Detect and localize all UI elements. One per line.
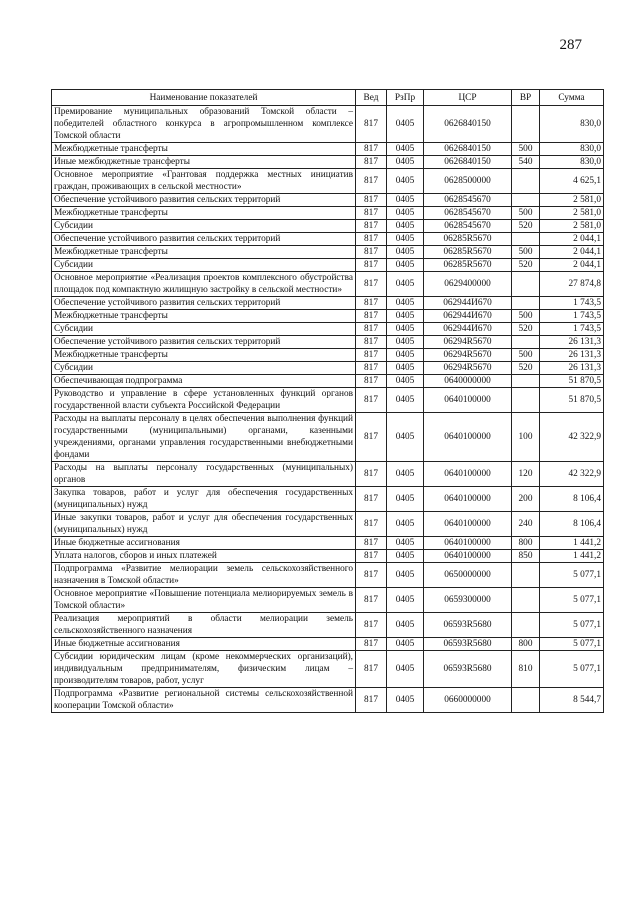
- cell-rzpr: 0405: [387, 462, 424, 487]
- cell-ved: 817: [356, 194, 387, 207]
- header-vr: ВР: [512, 90, 540, 106]
- cell-rzpr: 0405: [387, 651, 424, 688]
- cell-sum: 5 077,1: [540, 613, 604, 638]
- cell-csr: 062944И670: [424, 323, 512, 336]
- cell-rzpr: 0405: [387, 310, 424, 323]
- cell-sum: 2 044,1: [540, 259, 604, 272]
- cell-sum: 1 441,2: [540, 550, 604, 563]
- cell-name: Основное мероприятие «Повышение потенциала мелиорируемых земель в Томской области»: [52, 588, 356, 613]
- cell-name: Межбюджетные трансферты: [52, 246, 356, 259]
- cell-vr: 800: [512, 537, 540, 550]
- cell-vr: 200: [512, 487, 540, 512]
- cell-name: Расходы на выплаты персоналу государственных (муниципальных) органов: [52, 462, 356, 487]
- cell-vr: [512, 169, 540, 194]
- table-row: [52, 349, 604, 362]
- cell-sum: 8 106,4: [540, 487, 604, 512]
- page-number: 287: [559, 37, 582, 53]
- cell-name: Обеспечение устойчивого развития сельских территорий: [52, 233, 356, 246]
- cell-sum: 4 625,1: [540, 169, 604, 194]
- cell-csr: 06294R5670: [424, 349, 512, 362]
- cell-vr: 850: [512, 550, 540, 563]
- cell-sum: 5 077,1: [540, 638, 604, 651]
- cell-name: Обеспечение устойчивого развития сельских территорий: [52, 336, 356, 349]
- cell-sum: 830,0: [540, 156, 604, 169]
- cell-ved: 817: [356, 512, 387, 537]
- cell-name: Субсидии: [52, 259, 356, 272]
- cell-rzpr: 0405: [387, 220, 424, 233]
- table-row: [52, 272, 604, 297]
- cell-vr: 120: [512, 462, 540, 487]
- cell-rzpr: 0405: [387, 537, 424, 550]
- cell-vr: 520: [512, 323, 540, 336]
- cell-sum: 830,0: [540, 143, 604, 156]
- cell-name: Основное мероприятие «Реализация проектов комплексного обустройства площадок под компактную жилищную застройку в сельской местности»: [52, 272, 356, 297]
- cell-ved: 817: [356, 375, 387, 388]
- cell-ved: 817: [356, 413, 387, 462]
- cell-sum: 2 044,1: [540, 233, 604, 246]
- cell-ved: 817: [356, 106, 387, 143]
- cell-csr: 0640100000: [424, 487, 512, 512]
- cell-rzpr: 0405: [387, 194, 424, 207]
- cell-rzpr: 0405: [387, 588, 424, 613]
- cell-ved: 817: [356, 233, 387, 246]
- cell-ved: 817: [356, 169, 387, 194]
- cell-rzpr: 0405: [387, 613, 424, 638]
- cell-csr: 062944И670: [424, 310, 512, 323]
- cell-csr: 0640100000: [424, 512, 512, 537]
- cell-rzpr: 0405: [387, 388, 424, 413]
- cell-ved: 817: [356, 323, 387, 336]
- header-ved: Вед: [356, 90, 387, 106]
- cell-ved: 817: [356, 537, 387, 550]
- cell-vr: [512, 375, 540, 388]
- cell-rzpr: 0405: [387, 297, 424, 310]
- table-row: [52, 194, 604, 207]
- cell-sum: 8 544,7: [540, 688, 604, 713]
- cell-vr: 500: [512, 143, 540, 156]
- cell-sum: 27 874,8: [540, 272, 604, 297]
- cell-rzpr: 0405: [387, 362, 424, 375]
- cell-vr: 100: [512, 413, 540, 462]
- cell-csr: 06593R5680: [424, 651, 512, 688]
- table-body: [52, 106, 604, 713]
- cell-csr: 0626840150: [424, 156, 512, 169]
- cell-sum: 8 106,4: [540, 512, 604, 537]
- cell-name: Обеспечивающая подпрограмма: [52, 375, 356, 388]
- cell-ved: 817: [356, 462, 387, 487]
- cell-name: Подпрограмма «Развитие мелиорации земель сельскохозяйственного назначения в Томской области»: [52, 563, 356, 588]
- cell-csr: 0640100000: [424, 413, 512, 462]
- cell-name: Иные бюджетные ассигнования: [52, 537, 356, 550]
- cell-sum: 1 743,5: [540, 310, 604, 323]
- cell-rzpr: 0405: [387, 638, 424, 651]
- cell-ved: 817: [356, 638, 387, 651]
- table-row: [52, 375, 604, 388]
- table-row: [52, 207, 604, 220]
- cell-sum: 5 077,1: [540, 651, 604, 688]
- cell-rzpr: 0405: [387, 563, 424, 588]
- cell-ved: 817: [356, 272, 387, 297]
- cell-ved: 817: [356, 156, 387, 169]
- cell-sum: 5 077,1: [540, 588, 604, 613]
- cell-ved: 817: [356, 688, 387, 713]
- cell-ved: 817: [356, 651, 387, 688]
- cell-sum: 830,0: [540, 106, 604, 143]
- cell-vr: 500: [512, 246, 540, 259]
- cell-vr: 520: [512, 259, 540, 272]
- cell-ved: 817: [356, 259, 387, 272]
- cell-sum: 51 870,5: [540, 375, 604, 388]
- cell-sum: 2 581,0: [540, 207, 604, 220]
- table-row: [52, 388, 604, 413]
- cell-csr: 06593R5680: [424, 638, 512, 651]
- table-row: [52, 362, 604, 375]
- table-row: [52, 169, 604, 194]
- cell-ved: 817: [356, 550, 387, 563]
- cell-csr: 0626840150: [424, 106, 512, 143]
- cell-vr: [512, 688, 540, 713]
- cell-rzpr: 0405: [387, 169, 424, 194]
- cell-csr: 0628500000: [424, 169, 512, 194]
- cell-vr: 500: [512, 349, 540, 362]
- table-row: [52, 651, 604, 688]
- cell-name: Субсидии: [52, 362, 356, 375]
- cell-name: Межбюджетные трансферты: [52, 310, 356, 323]
- table-row: [52, 537, 604, 550]
- cell-rzpr: 0405: [387, 487, 424, 512]
- cell-csr: 0650000000: [424, 563, 512, 588]
- cell-sum: 1 743,5: [540, 323, 604, 336]
- cell-name: Субсидии: [52, 220, 356, 233]
- cell-rzpr: 0405: [387, 272, 424, 297]
- cell-vr: [512, 272, 540, 297]
- cell-sum: 26 131,3: [540, 349, 604, 362]
- cell-rzpr: 0405: [387, 336, 424, 349]
- cell-sum: 2 581,0: [540, 220, 604, 233]
- cell-vr: [512, 563, 540, 588]
- cell-ved: 817: [356, 220, 387, 233]
- cell-csr: 06285R5670: [424, 246, 512, 259]
- header-name: Наименование показателей: [52, 90, 356, 106]
- header-rzpr: РзПр: [387, 90, 424, 106]
- cell-vr: 540: [512, 156, 540, 169]
- table-row: [52, 413, 604, 462]
- cell-vr: [512, 194, 540, 207]
- cell-vr: 520: [512, 220, 540, 233]
- cell-csr: 0628545670: [424, 194, 512, 207]
- table-row: [52, 550, 604, 563]
- budget-table: [51, 89, 604, 713]
- cell-rzpr: 0405: [387, 233, 424, 246]
- cell-sum: 26 131,3: [540, 336, 604, 349]
- header-sum: Сумма: [540, 90, 604, 106]
- cell-ved: 817: [356, 487, 387, 512]
- cell-rzpr: 0405: [387, 413, 424, 462]
- cell-csr: 0640100000: [424, 550, 512, 563]
- cell-sum: 2 581,0: [540, 194, 604, 207]
- table-row: [52, 233, 604, 246]
- table-row: [52, 220, 604, 233]
- cell-csr: 06593R5680: [424, 613, 512, 638]
- cell-csr: 0640100000: [424, 462, 512, 487]
- table-row: [52, 156, 604, 169]
- cell-vr: [512, 336, 540, 349]
- cell-name: Закупка товаров, работ и услуг для обеспечения государственных (муниципальных) нужд: [52, 487, 356, 512]
- table-row: [52, 246, 604, 259]
- cell-name: Основное мероприятие «Грантовая поддержка местных инициатив граждан, проживающих в сельской местности»: [52, 169, 356, 194]
- cell-ved: 817: [356, 207, 387, 220]
- cell-csr: 0640100000: [424, 537, 512, 550]
- cell-ved: 817: [356, 613, 387, 638]
- table-row: [52, 323, 604, 336]
- table-row: [52, 613, 604, 638]
- table-row: [52, 487, 604, 512]
- cell-name: Уплата налогов, сборов и иных платежей: [52, 550, 356, 563]
- cell-rzpr: 0405: [387, 246, 424, 259]
- cell-rzpr: 0405: [387, 207, 424, 220]
- table-row: [52, 143, 604, 156]
- cell-csr: 06285R5670: [424, 233, 512, 246]
- table-row: [52, 512, 604, 537]
- cell-sum: 2 044,1: [540, 246, 604, 259]
- cell-vr: [512, 297, 540, 310]
- cell-csr: 0660000000: [424, 688, 512, 713]
- cell-vr: [512, 613, 540, 638]
- cell-rzpr: 0405: [387, 156, 424, 169]
- table-row: [52, 297, 604, 310]
- cell-rzpr: 0405: [387, 512, 424, 537]
- header-csr: ЦСР: [424, 90, 512, 106]
- cell-csr: 0628545670: [424, 220, 512, 233]
- cell-csr: 062944И670: [424, 297, 512, 310]
- cell-name: Межбюджетные трансферты: [52, 349, 356, 362]
- cell-name: Межбюджетные трансферты: [52, 143, 356, 156]
- cell-csr: 06285R5670: [424, 259, 512, 272]
- cell-vr: 800: [512, 638, 540, 651]
- table-row: [52, 310, 604, 323]
- cell-ved: 817: [356, 143, 387, 156]
- cell-name: Иные бюджетные ассигнования: [52, 638, 356, 651]
- cell-vr: 500: [512, 310, 540, 323]
- cell-ved: 817: [356, 588, 387, 613]
- cell-ved: 817: [356, 336, 387, 349]
- cell-ved: 817: [356, 310, 387, 323]
- cell-sum: 26 131,3: [540, 362, 604, 375]
- cell-ved: 817: [356, 349, 387, 362]
- cell-vr: 520: [512, 362, 540, 375]
- cell-csr: 0640000000: [424, 375, 512, 388]
- cell-ved: 817: [356, 388, 387, 413]
- cell-rzpr: 0405: [387, 323, 424, 336]
- cell-rzpr: 0405: [387, 349, 424, 362]
- table-row: [52, 688, 604, 713]
- cell-name: Обеспечение устойчивого развития сельских территорий: [52, 297, 356, 310]
- cell-sum: 5 077,1: [540, 563, 604, 588]
- cell-ved: 817: [356, 362, 387, 375]
- cell-name: Руководство и управление в сфере установленных функций органов государственной власти субъекта Российской Федерации: [52, 388, 356, 413]
- cell-sum: 51 870,5: [540, 388, 604, 413]
- cell-vr: [512, 588, 540, 613]
- table-row: [52, 336, 604, 349]
- cell-name: Реализация мероприятий в области мелиорации земель сельскохозяйственного назначения: [52, 613, 356, 638]
- cell-csr: 06294R5670: [424, 336, 512, 349]
- table-row: [52, 563, 604, 588]
- cell-name: Иные межбюджетные трансферты: [52, 156, 356, 169]
- cell-sum: 1 743,5: [540, 297, 604, 310]
- table-row: [52, 106, 604, 143]
- table-header-row: [52, 90, 604, 106]
- cell-name: Субсидии юридическим лицам (кроме некоммерческих организаций), индивидуальным предпринимателям, физическим лицам – производителям товаров, работ, услуг: [52, 651, 356, 688]
- cell-name: Иные закупки товаров, работ и услуг для обеспечения государственных (муниципальных) нужд: [52, 512, 356, 537]
- cell-rzpr: 0405: [387, 106, 424, 143]
- cell-rzpr: 0405: [387, 259, 424, 272]
- cell-ved: 817: [356, 563, 387, 588]
- cell-name: Межбюджетные трансферты: [52, 207, 356, 220]
- cell-rzpr: 0405: [387, 143, 424, 156]
- cell-name: Обеспечение устойчивого развития сельских территорий: [52, 194, 356, 207]
- table-row: [52, 638, 604, 651]
- cell-sum: 42 322,9: [540, 413, 604, 462]
- table-row: [52, 462, 604, 487]
- cell-name: Субсидии: [52, 323, 356, 336]
- cell-name: Премирование муниципальных образований Томской области – победителей областного конкурса в агропромышленном комплексе Томской области: [52, 106, 356, 143]
- cell-vr: 810: [512, 651, 540, 688]
- cell-name: Подпрограмма «Развитие региональной системы сельскохозяйственной кооперации Томской области»: [52, 688, 356, 713]
- cell-rzpr: 0405: [387, 688, 424, 713]
- cell-csr: 0640100000: [424, 388, 512, 413]
- cell-sum: 1 441,2: [540, 537, 604, 550]
- cell-vr: [512, 233, 540, 246]
- cell-name: Расходы на выплаты персоналу в целях обеспечения выполнения функций государственными (муниципальными) органами, казенными учреждениями, органами управления государственными внебюджетными фондами: [52, 413, 356, 462]
- table-row: [52, 259, 604, 272]
- cell-csr: 0659300000: [424, 588, 512, 613]
- cell-ved: 817: [356, 246, 387, 259]
- cell-rzpr: 0405: [387, 375, 424, 388]
- cell-vr: 240: [512, 512, 540, 537]
- cell-csr: 06294R5670: [424, 362, 512, 375]
- cell-vr: [512, 388, 540, 413]
- cell-csr: 0629400000: [424, 272, 512, 297]
- cell-ved: 817: [356, 297, 387, 310]
- cell-csr: 0626840150: [424, 143, 512, 156]
- cell-vr: [512, 106, 540, 143]
- cell-vr: 500: [512, 207, 540, 220]
- cell-sum: 42 322,9: [540, 462, 604, 487]
- cell-rzpr: 0405: [387, 550, 424, 563]
- cell-csr: 0628545670: [424, 207, 512, 220]
- table-row: [52, 588, 604, 613]
